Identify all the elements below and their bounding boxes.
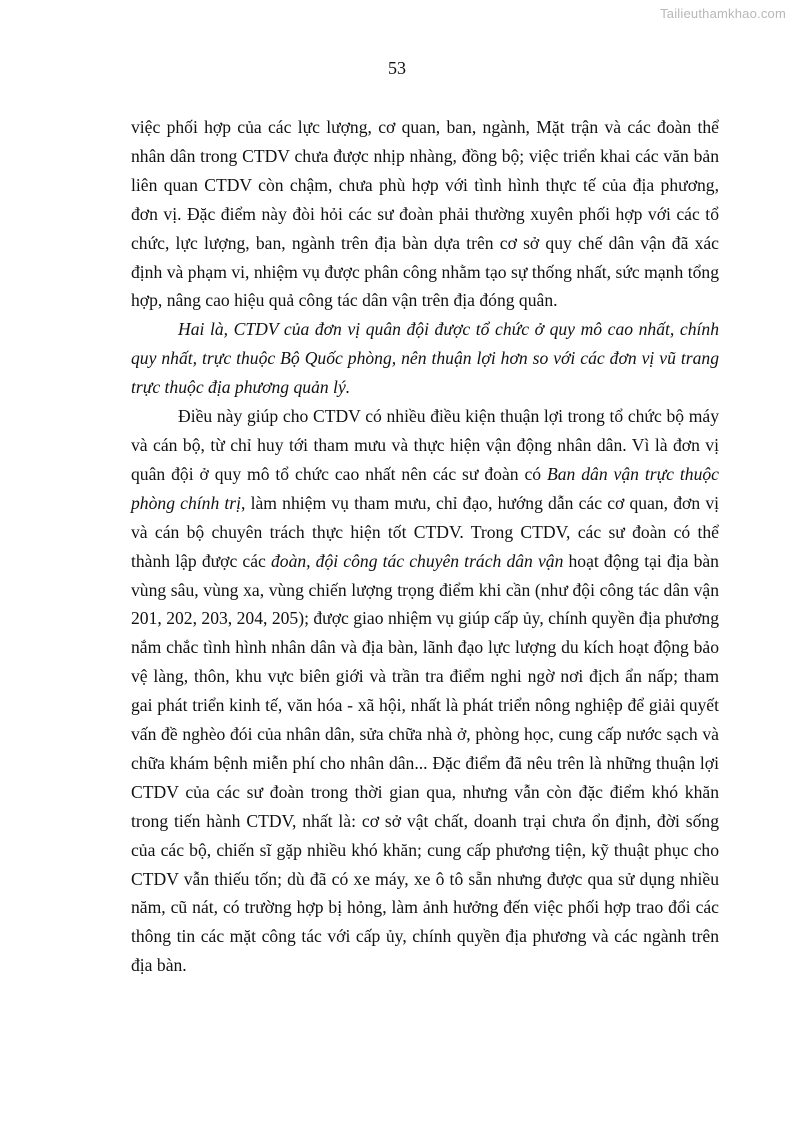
text-run: Điều này giúp cho CTDV có nhiều điều kiện thuận lợi trong tổ chức bộ máy và cán bộ, từ chỉ huy tới tham mưu và thực hiện vận động nhân dân. Vì là đơn vị quân đội ở quy mô tổ chức cao nhất nên các sư đoàn có xyxy=(131,406,719,484)
text-run: , làm nhiệm vụ tham mưu, chỉ đạo, hướng dẫn các cơ quan, đơn vị và cán bộ chuyên trách thực hiện tốt CTDV. Trong CTDV, các sư đoàn có thể thành lập được các xyxy=(131,492,720,571)
page-body xyxy=(131,113,719,980)
text-run: hoạt động tại địa bàn vùng sâu, vùng xa, vùng chiến lượng trọng điểm khi cần (như đội công tác dân vận 201, 202, 203, 204, 205); được giao nhiệm vụ giúp cấp ủy, chính quyền địa phương nắm chắc tình hình nhân dân và địa bàn, lãnh đạo lực lượng du kích hoạt động bảo vệ làng, thôn, khu vực biên giới và trần tra điểm nghi ngờ nơi địch ẩn nấp; tham gai phát triển kinh tế, văn hóa - xã hội, nhất là phát triển nông nghiệp để giải quyết vấn đề nghèo đói của nhân dân, sửa chữa nhà ở, phòng học, cung cấp nước sạch và chữa khám bệnh miễn phí cho nhân dân... Đặc điểm đã nêu trên là những thuận lợi CTDV của các sư đoàn trong thời gian qua, nhưng vẫn còn đặc điểm khó khăn trong tiến hành CTDV, nhất là: cơ sở vật chất, doanh trại chưa ổn định, đời sống của các bộ, chiến sĩ gặp nhiều khó khăn; cung cấp phương tiện, kỹ thuật phục cho CTDV vẫn thiếu tốn; dù đã có xe máy, xe ô tô sẵn nhưng được qua sử dụng nhiều năm, cũ nát, có trường hợp bị hỏng, làm ảnh hưởng đến việc phối hợp trao đổi các thông tin các mặt công tác với cấp ủy, chính quyền địa phương và các ngành trên địa bàn. xyxy=(131,550,719,976)
paragraph-continuation: việc phối hợp của các lực lượng, cơ quan, ban, ngành, Mặt trận và các đoàn thể nhân dân trong CTDV chưa được nhịp nhàng, đồng bộ; việc triển khai các văn bản liên quan CTDV còn chậm, chưa phù hợp với tình hình thực tế của địa phương, đơn vị. Đặc điểm này đòi hỏi các sư đoàn phải thường xuyên phối hợp với các tổ chức, lực lượng, ban, ngành trên địa bàn dựa trên cơ sở quy chế dân vận đã xác định và phạm vi, nhiệm vụ được phân công nhằm tạo sự thống nhất, sức mạnh tổng hợp, nâng cao hiệu quả công tác dân vận trên địa đóng quân. xyxy=(131,117,719,311)
emphasis-doan-doi-cong-tac: đoàn, đội công tác chuyên trách dân vận xyxy=(270,550,564,571)
emphasis-ban-dan-van: Ban dân vận trực thuộc phòng chính trị xyxy=(131,463,719,513)
paragraph-heading-hai-la: Hai là, CTDV của đơn vị quân đội được tổ chức ở quy mô cao nhất, chính quy nhất, trực thuộc Bộ Quốc phòng, nên thuận lợi hơn so với các đơn vị vũ trang trực thuộc địa phương quản lý. xyxy=(131,319,719,398)
paragraph-body xyxy=(131,402,719,980)
watermark: Tailieuthamkhao.com xyxy=(660,6,786,21)
page-number: 53 xyxy=(388,58,406,78)
